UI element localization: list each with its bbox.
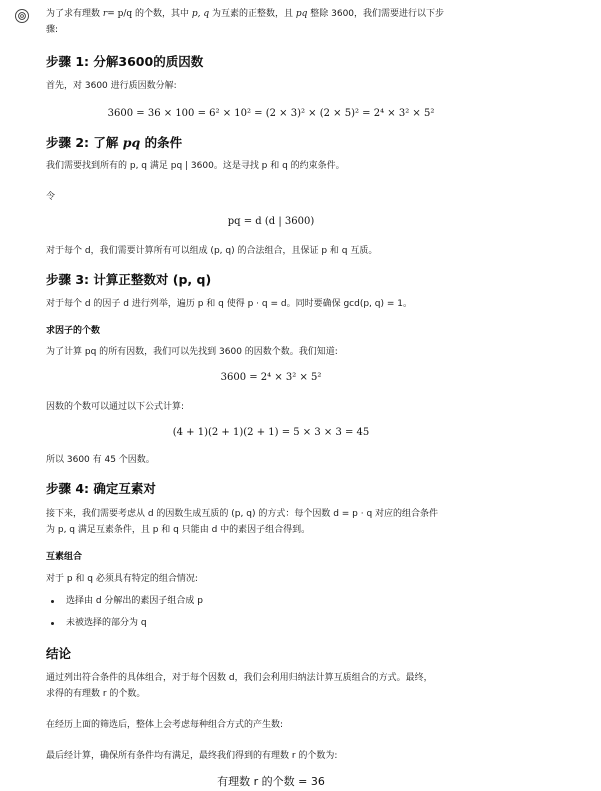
step2-formula: pq = d (d | 3600) bbox=[227, 216, 315, 227]
step3-count-text: 因数的个数可以通过以下公式计算: bbox=[46, 402, 185, 412]
step2-after: 对于每个 d，我们需要计算所有可以组成 (p, q) 的合法组合，且保证 p 和 q 互质。 bbox=[46, 246, 378, 256]
list-item: 选择由 d 分解出的素因子组合成 p bbox=[46, 593, 496, 609]
step1-heading: 步骤 1: 分解3600的质因数 bbox=[46, 54, 204, 69]
step2-heading-a: 步骤 2: 了解 bbox=[46, 135, 123, 150]
conclusion-line1: 通过列出符合条件的具体组合，对于每个因数 d，我们会利用归纳法计算互质组合的方式。最终， bbox=[46, 673, 433, 683]
step3-result: 所以 3600 有 45 个因数。 bbox=[46, 455, 155, 465]
intro-line-2: 骤: bbox=[46, 25, 59, 35]
intro-math-pq: p, q bbox=[191, 9, 210, 19]
conclusion-para3: 最后经计算，确保所有条件均有满足，最终我们得到的有理数 r 的个数为: bbox=[46, 751, 338, 761]
step2-text: 我们需要找到所有的 p, q 满足 pq | 3600。这是寻找 p 和 q 的约束条件。 bbox=[46, 161, 345, 171]
step4-subheading: 互素组合 bbox=[46, 552, 83, 562]
step2-heading-math: pq bbox=[122, 135, 141, 150]
step3-text: 对于每个 d 的因子 d 进行列举，遍历 p 和 q 使得 p · q = d。同时要确保 gcd(p, q) = 1。 bbox=[46, 299, 412, 309]
step2-heading-b: 的条件 bbox=[140, 135, 183, 150]
step4-bullet-list bbox=[46, 593, 496, 631]
intro-math-r: r bbox=[102, 9, 108, 19]
step2-ling: 令 bbox=[46, 192, 56, 202]
conclusion-line2: 求得的有理数 r 的个数。 bbox=[46, 689, 146, 699]
step4-text-line1: 接下来，我们需要考虑从 d 的因数生成互质的 (p, q) 的方式：每个因数 d = p · q 对应的组合条件 bbox=[46, 509, 439, 519]
step3-subtext: 为了计算 pq 的所有因数，我们可以先找到 3600 的因数个数。我们知道: bbox=[46, 347, 338, 357]
intro-text-b: 的个数，其中 bbox=[132, 9, 192, 19]
intro-text-d: 整除 3600，我们需要进行以下步 bbox=[307, 9, 445, 19]
openai-logo-icon bbox=[17, 11, 27, 21]
step3-formula2: (4 + 1)(2 + 1)(2 + 1) = 5 × 3 × 3 = 45 bbox=[172, 427, 370, 438]
intro-line-1 bbox=[46, 6, 496, 22]
conclusion-heading: 结论 bbox=[46, 646, 72, 661]
step2-heading bbox=[46, 134, 496, 152]
intro-text-c: 为互素的正整数，且 bbox=[209, 9, 296, 19]
intro-math-frac: = p/q bbox=[107, 9, 133, 19]
list-item: 未被选择的部分为 q bbox=[46, 615, 496, 631]
step4-text-line2: 为 p, q 满足互素条件，且 p 和 q 只能由 d 中的素因子组合得到。 bbox=[46, 525, 311, 535]
step3-heading: 步骤 3: 计算正整数对 (p, q) bbox=[46, 272, 212, 287]
assistant-avatar bbox=[15, 9, 29, 23]
step1-text: 首先，对 3600 进行质因数分解: bbox=[46, 81, 177, 91]
intro-text-a: 为了求有理数 bbox=[46, 9, 103, 19]
conclusion-para2: 在经历上面的筛选后，整体上会考虑每种组合方式的产生数: bbox=[46, 720, 284, 730]
step3-formula1: 3600 = 2⁴ × 3² × 5² bbox=[220, 372, 322, 383]
step4-heading: 步骤 4: 确定互素对 bbox=[46, 481, 156, 496]
intro-math-pq2: pq bbox=[295, 9, 308, 19]
step1-formula: 3600 = 36 × 100 = 6² × 10² = (2 × 3)² × (2 × 5)² = 2⁴ × 3² × 5² bbox=[107, 108, 435, 119]
step3-subheading: 求因子的个数 bbox=[46, 326, 101, 336]
step4-subtext: 对于 p 和 q 必须具有特定的组合情况: bbox=[46, 574, 198, 584]
intro-paragraph bbox=[46, 6, 496, 38]
final-answer: 有理数 r 的个数 = 36 bbox=[217, 775, 325, 788]
